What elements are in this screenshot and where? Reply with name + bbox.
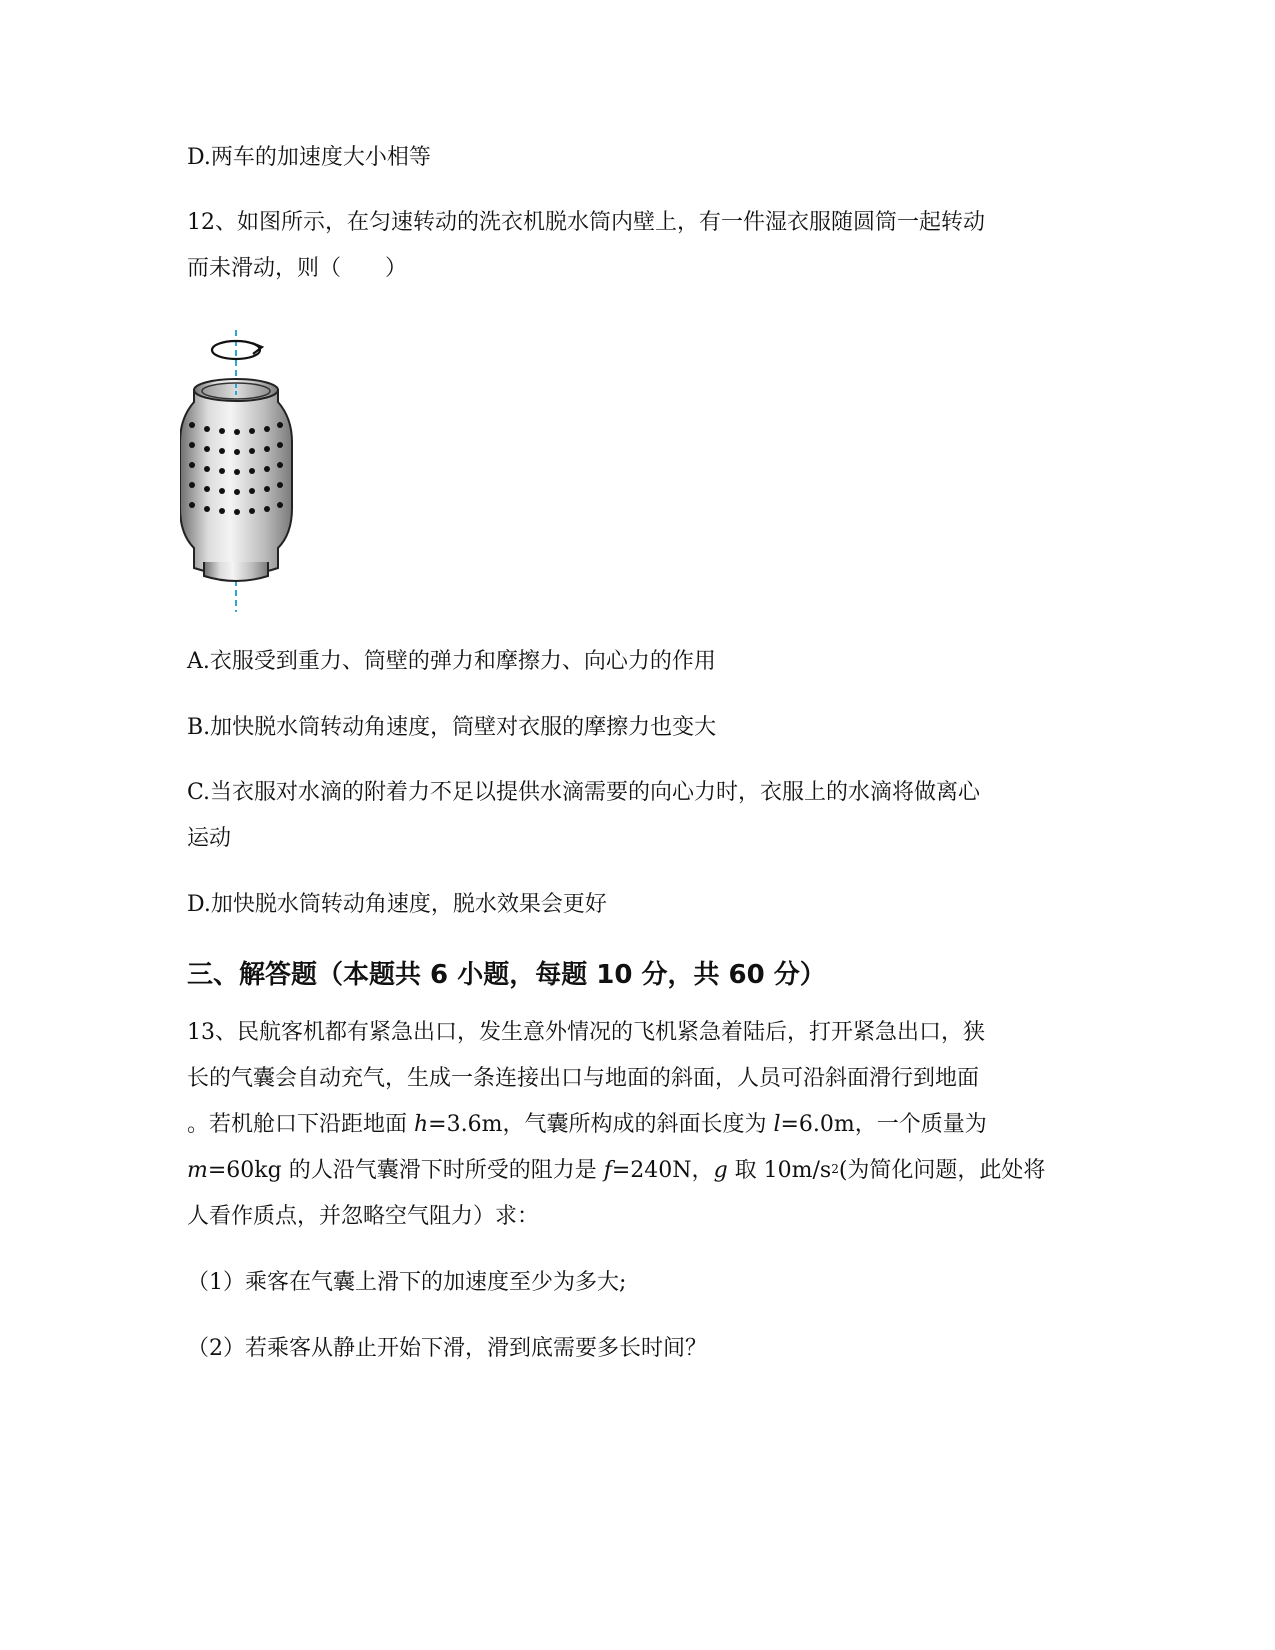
q12-option-d: D.加快脱水筒转动角速度，脱水效果会更好 xyxy=(187,892,607,917)
q13-subquestion-1: （1）乘客在气囊上滑下的加速度至少为多大; xyxy=(187,1270,627,1295)
q12-stem-line1: 12、如图所示，在匀速转动的洗衣机脱水筒内壁上，有一件湿衣服随圆筒一起转动 xyxy=(187,210,985,235)
q11-option-d: D.两车的加速度大小相等 xyxy=(187,145,431,170)
superscript-2: 2 xyxy=(831,1162,839,1176)
q12-option-b: B.加快脱水筒转动角速度，筒壁对衣服的摩擦力也变大 xyxy=(187,715,717,740)
q13-line3-text-a: 。若机舱口下沿距地面 xyxy=(187,1112,414,1137)
q13-line1: 13、民航客机都有紧急出口，发生意外情况的飞机紧急着陆后，打开紧急出口，狭 xyxy=(187,1020,985,1045)
q12-option-c-line1: C.当衣服对水滴的附着力不足以提供水滴需要的向心力时，衣服上的水滴将做离心 xyxy=(187,780,981,805)
q13-line4-text-d: (为简化问题，此处将 xyxy=(838,1158,1046,1183)
q13-line4-text-a: =60kg 的人沿气囊滑下时所受的阻力是 xyxy=(207,1158,604,1183)
q13-subquestion-2: （2）若乘客从静止开始下滑，滑到底需要多长时间？ xyxy=(187,1336,707,1361)
q13-line2: 长的气囊会自动充气，生成一条连接出口与地面的斜面，人员可沿斜面滑行到地面 xyxy=(187,1066,980,1091)
q13-line3-text-b: =3.6m，气囊所构成的斜面长度为 xyxy=(428,1112,774,1137)
q13-line3 xyxy=(187,1110,1087,1140)
q13-line4-text-b: =240N， xyxy=(611,1158,714,1183)
var-l: l xyxy=(773,1112,781,1137)
var-h: h xyxy=(414,1112,429,1137)
var-f: f xyxy=(603,1158,612,1183)
var-g: g xyxy=(713,1158,728,1183)
q13-line4 xyxy=(187,1156,1087,1186)
q13-line3-text-c: =6.0m，一个质量为 xyxy=(780,1112,987,1137)
q13-line4-text-c: 取 10m/s xyxy=(727,1158,832,1183)
q12-option-c-line2: 运动 xyxy=(187,826,232,851)
spin-dryer-drum-icon xyxy=(180,330,320,640)
q12-option-a: A.衣服受到重力、筒壁的弹力和摩擦力、向心力的作用 xyxy=(187,649,716,674)
section-heading: 三、解答题（本题共 6 小题，每题 10 分，共 60 分） xyxy=(187,960,826,990)
q12-stem-line2: 而未滑动，则（ ） xyxy=(187,256,408,281)
spin-dryer-figure xyxy=(180,330,320,640)
var-m: m xyxy=(187,1158,208,1183)
q13-line5: 人看作质点，并忽略空气阻力）求： xyxy=(187,1204,540,1229)
